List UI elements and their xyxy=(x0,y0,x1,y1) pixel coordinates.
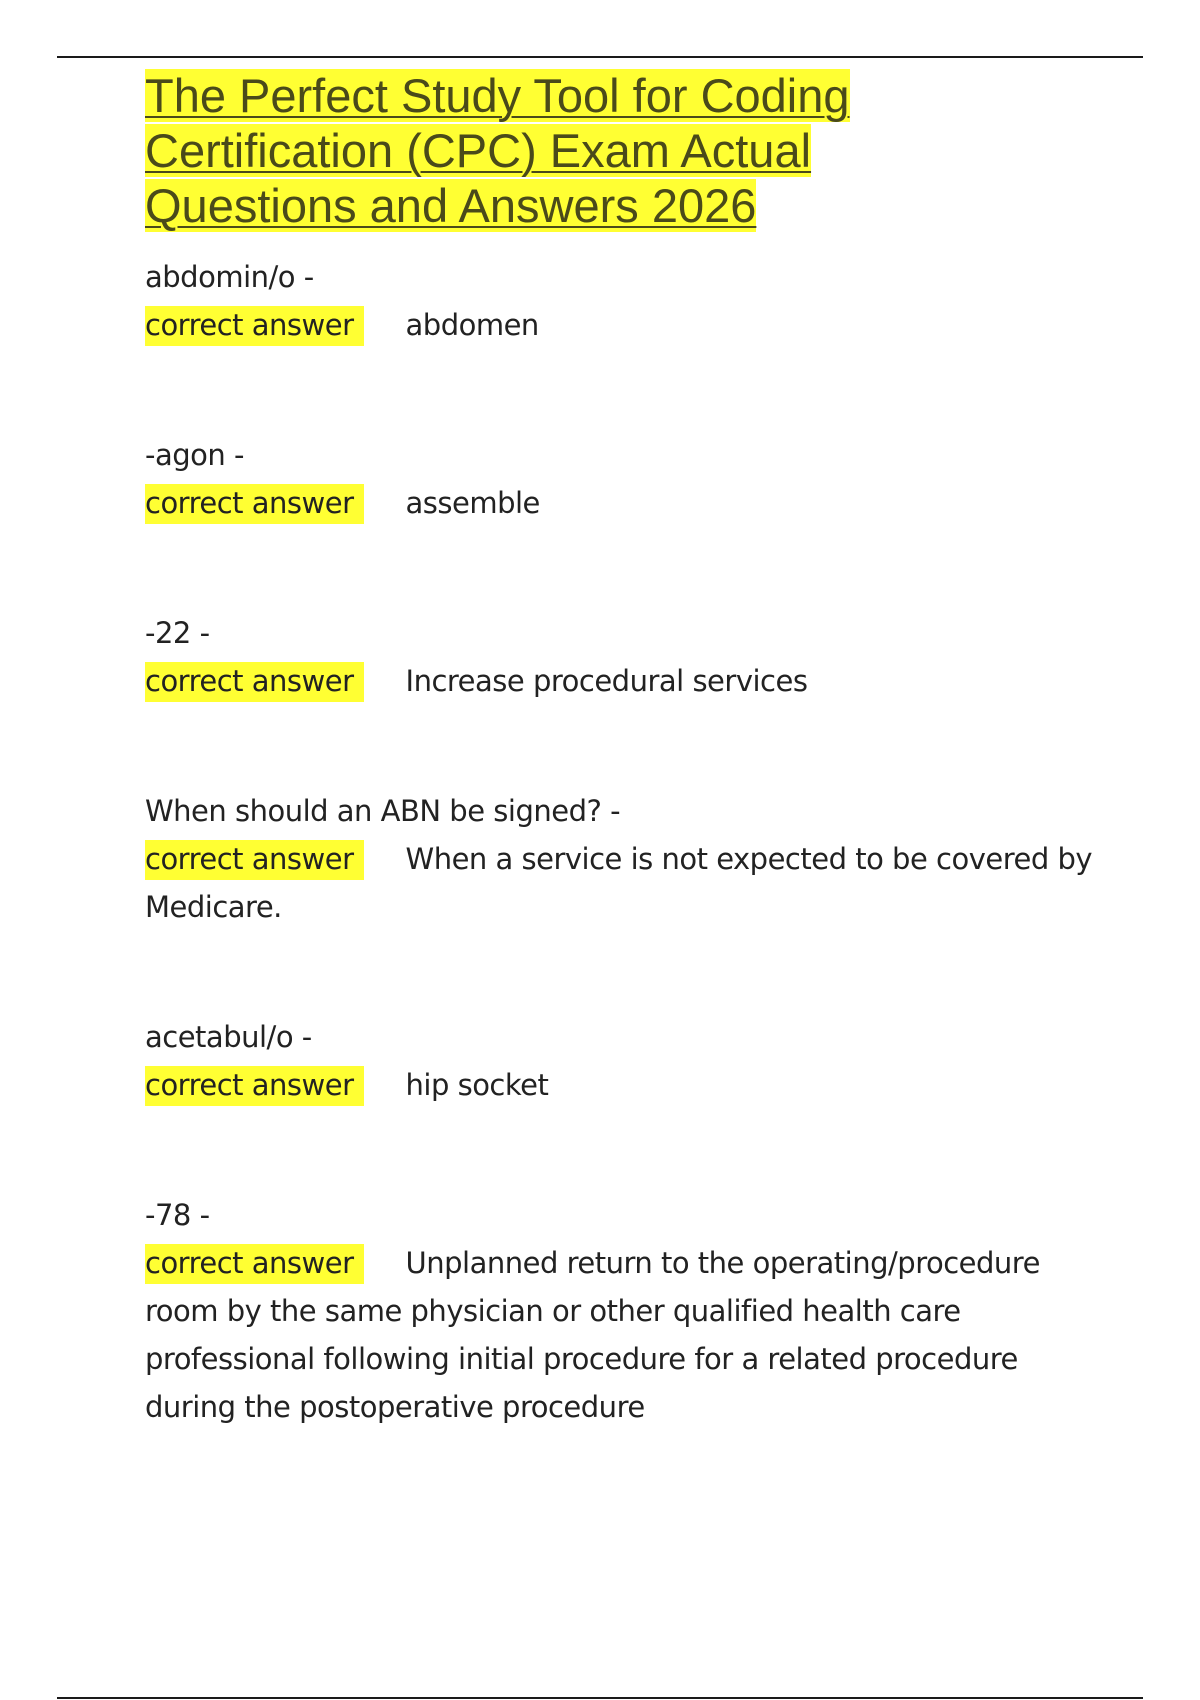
question-text: -22 - xyxy=(145,616,210,650)
question-text: When should an ABN be signed? - xyxy=(145,794,621,828)
answer-line xyxy=(145,479,1105,527)
answer-text: abdomen xyxy=(405,308,539,342)
answer-text: When a service is not expected to be covered by Medicare. xyxy=(145,842,1093,924)
answer-line xyxy=(145,301,1105,349)
question-text: abdomin/o - xyxy=(145,260,314,294)
answer-line xyxy=(145,835,1105,931)
answer-text: assemble xyxy=(405,486,540,520)
answer-text: Increase procedural services xyxy=(405,664,808,698)
question-text: -agon - xyxy=(145,438,244,472)
qa-item xyxy=(145,609,1105,705)
qa-item xyxy=(145,1191,1105,1431)
answer-line xyxy=(145,1061,1105,1109)
document-title-text: The Perfect Study Tool for Coding Certification (CPC) Exam Actual Questions and Answers 2026 xyxy=(145,69,850,232)
bottom-rule xyxy=(57,1697,1143,1699)
document-body xyxy=(145,68,1105,1431)
document-title xyxy=(145,68,905,233)
answer-tag: correct answer xyxy=(145,662,364,702)
qa-item xyxy=(145,787,1105,931)
qa-item xyxy=(145,253,1105,349)
question-text: -78 - xyxy=(145,1198,210,1232)
answer-tag: correct answer xyxy=(145,1066,364,1106)
top-rule xyxy=(57,56,1143,58)
answer-text: hip socket xyxy=(405,1068,549,1102)
answer-tag: correct answer xyxy=(145,1244,364,1284)
answer-tag: correct answer xyxy=(145,840,364,880)
answer-tag: correct answer xyxy=(145,306,364,346)
answer-line xyxy=(145,657,1105,705)
qa-item xyxy=(145,1013,1105,1109)
answer-text: Unplanned return to the operating/procedure room by the same physician or other qualified health care professional following initial procedure for a related procedure during the postoperative procedure xyxy=(145,1246,1040,1424)
answer-tag: correct answer xyxy=(145,484,364,524)
question-text: acetabul/o - xyxy=(145,1020,312,1054)
qa-item xyxy=(145,431,1105,527)
answer-line xyxy=(145,1239,1105,1431)
